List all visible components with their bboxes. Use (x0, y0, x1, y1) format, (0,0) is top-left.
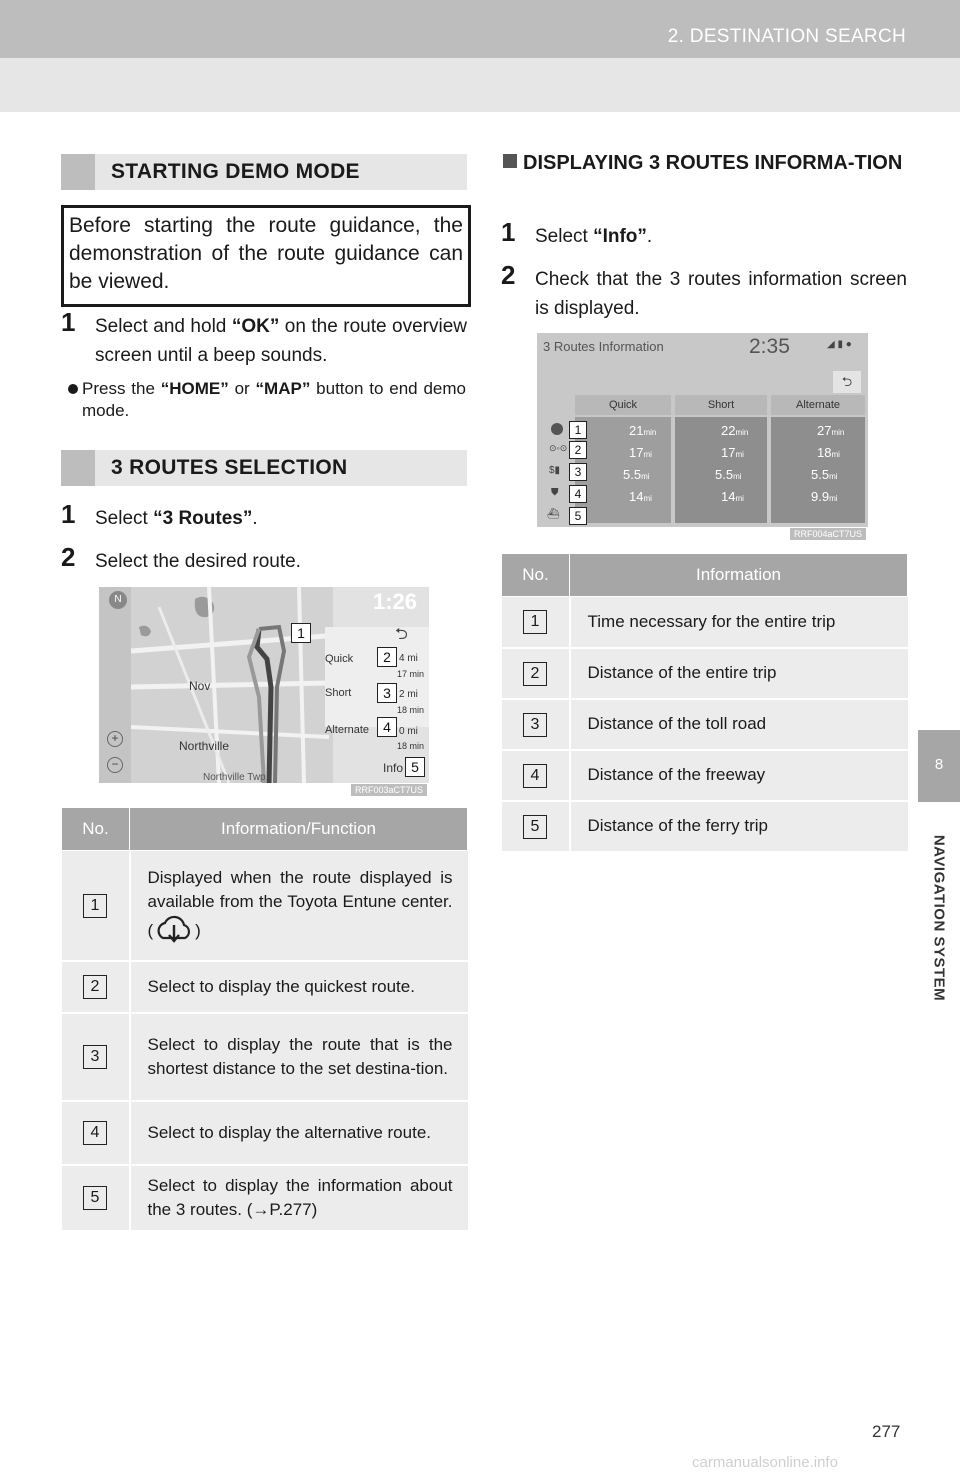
row-text: Distance of the toll road (587, 714, 767, 733)
row-number-cell (502, 801, 570, 852)
alternate-time-unit: min (831, 428, 845, 437)
routes-info-screenshot (537, 333, 868, 527)
row-text-cell (130, 1165, 468, 1231)
quick-freeway-cell (629, 489, 652, 504)
table-row (502, 699, 908, 750)
row-text-cell (570, 750, 908, 801)
short-freeway-value: 14 (721, 489, 736, 504)
short-distance-unit: mi (407, 689, 418, 700)
column-short-header: Short (675, 395, 767, 415)
toll-icon: $▮ (549, 465, 561, 476)
step-number: 1 (61, 499, 76, 529)
alternate-distance-unit: mi (831, 450, 840, 459)
step-text-post: . (252, 508, 258, 529)
row-text-after: ) (195, 921, 201, 941)
step-hold-ok (61, 307, 467, 372)
map-town-label-2: Northville (179, 739, 230, 753)
route-selection-table (61, 807, 468, 1232)
step-check-screen (501, 260, 907, 325)
column-quick-header: Quick (575, 395, 671, 415)
map-town-label: Nov (189, 679, 211, 693)
bullet-post: button to end demo mode. (82, 379, 466, 420)
section-marker (61, 450, 95, 486)
short-freeway-cell (721, 489, 744, 504)
quick-time-unit: min (643, 428, 657, 437)
row-number-cell (502, 648, 570, 699)
page-number: 277 (872, 1422, 901, 1441)
quick-time-unit: min (409, 669, 425, 679)
quick-distance-cell (629, 445, 652, 460)
table-row (62, 1165, 468, 1231)
row-number: 2 (83, 975, 107, 999)
row-text: Time necessary for the entire trip (587, 611, 836, 631)
short-time-cell (721, 423, 748, 438)
quick-distance-value: 4 (399, 653, 405, 664)
map-image-caption: RRF003aCT7US (351, 784, 427, 796)
table-header-row (62, 808, 468, 851)
route-icon: ⊙◦⊙ (549, 443, 568, 453)
table-row (502, 801, 908, 852)
step-select-info (501, 217, 907, 252)
alternate-time-unit: min (409, 741, 425, 751)
alternate-toll-value: 5.5 (811, 467, 830, 482)
callout-3: 3 (569, 463, 587, 481)
alternate-toll-unit: mi (829, 472, 838, 481)
step-text-post: . (646, 226, 653, 247)
row-text: Select to display the alternative route. (147, 1122, 431, 1142)
section-marker (61, 154, 95, 190)
step-key-3routes: “3 Routes” (153, 508, 253, 529)
row-number: 2 (523, 662, 547, 686)
callout-1: 1 (569, 421, 587, 439)
column-alternate-header: Alternate (771, 395, 865, 415)
info-button-label: Info (383, 761, 404, 775)
table-header-info: Information (570, 554, 908, 597)
row-number: 4 (523, 764, 547, 788)
alternate-toll-cell (811, 467, 838, 482)
step-text: Select the desired route. (95, 551, 301, 572)
step-text-pre: Select (95, 508, 154, 529)
row-number: 3 (83, 1045, 107, 1069)
section-title: STARTING DEMO MODE (111, 160, 360, 183)
alternate-distance-cell (817, 445, 840, 460)
step-number: 1 (501, 217, 516, 247)
step-text (95, 504, 258, 533)
row-text (132, 866, 467, 944)
row-text-cell (130, 1101, 468, 1165)
quick-distance-unit: mi (407, 653, 418, 664)
short-distance-cell (721, 445, 744, 460)
row-text-before: Displayed when the route displayed is available from the Toyota Entune center. ( (147, 868, 453, 941)
back-button-icon: ⮌ (833, 371, 861, 393)
bullet-text (82, 378, 466, 422)
row-text: Distance of the entire trip (587, 663, 777, 682)
alternate-distance-value: 18 (817, 445, 832, 460)
step-text-post: on the route overview screen until a beep sounds. (95, 316, 467, 366)
sub-heading-marker (503, 154, 517, 168)
bullet-key-map: “MAP” (255, 379, 311, 398)
step-text (535, 222, 652, 251)
step-select-3routes (61, 499, 467, 534)
quick-freeway-value: 14 (629, 489, 644, 504)
map-screenshot (99, 587, 429, 783)
row-number: 1 (523, 610, 547, 634)
step-text-pre: Select and hold (95, 316, 232, 337)
quick-time-value: 21 (629, 423, 644, 438)
row-number: 1 (83, 894, 107, 918)
short-distance-value: 17 (721, 445, 736, 460)
short-time-value: 18 (397, 705, 408, 715)
alternate-distance-unit: mi (407, 726, 418, 737)
row-number: 5 (523, 815, 547, 839)
short-time (397, 705, 424, 715)
table-row (62, 851, 468, 961)
sub-heading-text: DISPLAYING 3 ROUTES INFORMA-TION (523, 152, 903, 174)
short-time-value: 22 (721, 423, 736, 438)
callout-1: 1 (291, 623, 311, 643)
row-number: 5 (83, 1186, 107, 1210)
row-text-cell (130, 851, 468, 961)
section-heading-demo (61, 154, 467, 190)
info-image-caption: RRF004aCT7US (790, 528, 866, 540)
row-number: 4 (83, 1121, 107, 1145)
map-clock: 1:26 (373, 589, 418, 614)
table-row (62, 1101, 468, 1165)
callout-5: 5 (405, 757, 425, 777)
sub-heading (503, 148, 908, 178)
table-row (62, 1013, 468, 1101)
row-text: Select to display the quickest route. (147, 976, 415, 996)
row-text: Distance of the ferry trip (587, 816, 768, 835)
row-number-cell (62, 1013, 130, 1101)
row-text: Distance of the freeway (587, 765, 766, 784)
ferry-icon: ⛴ (547, 509, 560, 520)
short-toll-cell (715, 467, 742, 482)
quick-toll-unit: mi (641, 472, 650, 481)
row-number-cell (62, 1101, 130, 1165)
row-number-cell (62, 851, 130, 961)
row-number: 3 (523, 713, 547, 737)
back-icon: ⮌ (395, 626, 408, 643)
row-text-cell (570, 801, 908, 852)
step-key-ok: “OK” (231, 316, 280, 337)
table-header-row (502, 554, 908, 597)
step-number: 1 (61, 307, 76, 337)
row-text-cell (570, 699, 908, 750)
table-header-no: No. (62, 808, 130, 851)
row-text-cell (570, 597, 908, 648)
step-text-pre: Select (535, 226, 594, 247)
step-text (95, 312, 467, 370)
alternate-distance (399, 726, 418, 737)
callout-4: 4 (377, 717, 397, 737)
footer-watermark: carmanualsonline.info (692, 1454, 838, 1471)
alternate-time (397, 741, 424, 751)
bullet-dot (68, 384, 78, 394)
alternate-freeway-value: 9.9 (811, 489, 830, 504)
step-key-info: “Info” (593, 226, 647, 247)
short-distance-value: 2 (399, 689, 405, 700)
zoom-in-icon: + (107, 731, 123, 747)
chapter-label: NAVIGATION SYSTEM (930, 834, 948, 1002)
status-icons: ◢ ▮ ● (827, 339, 852, 350)
short-distance (399, 689, 418, 700)
bullet-key-home: “HOME” (160, 379, 229, 398)
short-distance-unit: mi (735, 450, 744, 459)
zoom-out-icon: − (107, 757, 123, 773)
callout-2: 2 (377, 647, 397, 667)
info-screen-title: 3 Routes Information (543, 339, 664, 354)
short-time-unit: min (409, 705, 425, 715)
row-number-cell (502, 750, 570, 801)
short-route-label: Short (325, 687, 352, 699)
header-subband (0, 58, 960, 112)
callout-4: 4 (569, 485, 587, 503)
table-row (62, 961, 468, 1013)
table-row (502, 597, 908, 648)
callout-2: 2 (569, 441, 587, 459)
quick-freeway-unit: mi (643, 494, 652, 503)
quick-toll-value: 5.5 (623, 467, 642, 482)
routes-information-table (501, 553, 908, 853)
cloud-download-icon (153, 914, 195, 944)
alternate-time-value: 27 (817, 423, 832, 438)
step-select-route (61, 542, 467, 577)
table-row (502, 648, 908, 699)
table-header-info: Information/Function (130, 808, 468, 851)
row-text: Select to display the route that is the shortest distance to the set destina-tion. (147, 1034, 453, 1078)
table-row (502, 750, 908, 801)
alternate-time-value: 18 (397, 741, 408, 751)
row-text-cell (570, 648, 908, 699)
alternate-freeway-unit: mi (829, 494, 838, 503)
map-road-label: Northville Twp (203, 772, 266, 783)
alternate-route-label: Alternate (325, 724, 370, 736)
quick-distance-unit: mi (643, 450, 652, 459)
row-number-cell (62, 1165, 130, 1231)
short-time-unit: min (735, 428, 749, 437)
row-text-cell (130, 961, 468, 1013)
row-text: Select to display the information about the 3 routes. (→P.277) (147, 1175, 453, 1219)
row-number-cell (62, 961, 130, 1013)
alternate-freeway-cell (811, 489, 838, 504)
page-header-title: 2. DESTINATION SEARCH (667, 26, 906, 47)
freeway-icon: ⛊ (551, 487, 559, 498)
table-header-no: No. (502, 554, 570, 597)
quick-time (397, 669, 424, 679)
info-screen-clock: 2:35 (749, 335, 790, 358)
alternate-distance-value: 0 (399, 726, 405, 737)
section-title: 3 ROUTES SELECTION (111, 456, 348, 479)
bullet-mid: or (228, 379, 256, 398)
quick-time-cell (629, 423, 656, 438)
alternate-time-cell (817, 423, 844, 438)
callout-3: 3 (377, 683, 397, 703)
quick-time-value: 17 (397, 669, 408, 679)
short-toll-unit: mi (733, 472, 742, 481)
quick-route-label: Quick (325, 653, 354, 665)
quick-distance-value: 17 (629, 445, 644, 460)
quick-toll-cell (623, 467, 650, 482)
row-number-cell (502, 699, 570, 750)
step-number: 2 (501, 260, 516, 290)
short-toll-value: 5.5 (715, 467, 734, 482)
bullet-pre: Press the (82, 379, 161, 398)
step-number: 2 (61, 542, 76, 572)
note-box: Before starting the route guidance, the demonstration of the route guidance can be viewed. (61, 205, 471, 307)
compass-icon: N (109, 591, 127, 609)
row-text-cell (130, 1013, 468, 1101)
step-text: Check that the 3 routes information screen is displayed. (535, 269, 907, 319)
clock-icon (551, 423, 563, 435)
row-number-cell (502, 597, 570, 648)
section-heading-3routes (61, 450, 467, 486)
callout-5: 5 (569, 507, 587, 525)
quick-distance (399, 653, 418, 664)
chapter-number: 8 (934, 756, 944, 773)
short-freeway-unit: mi (735, 494, 744, 503)
